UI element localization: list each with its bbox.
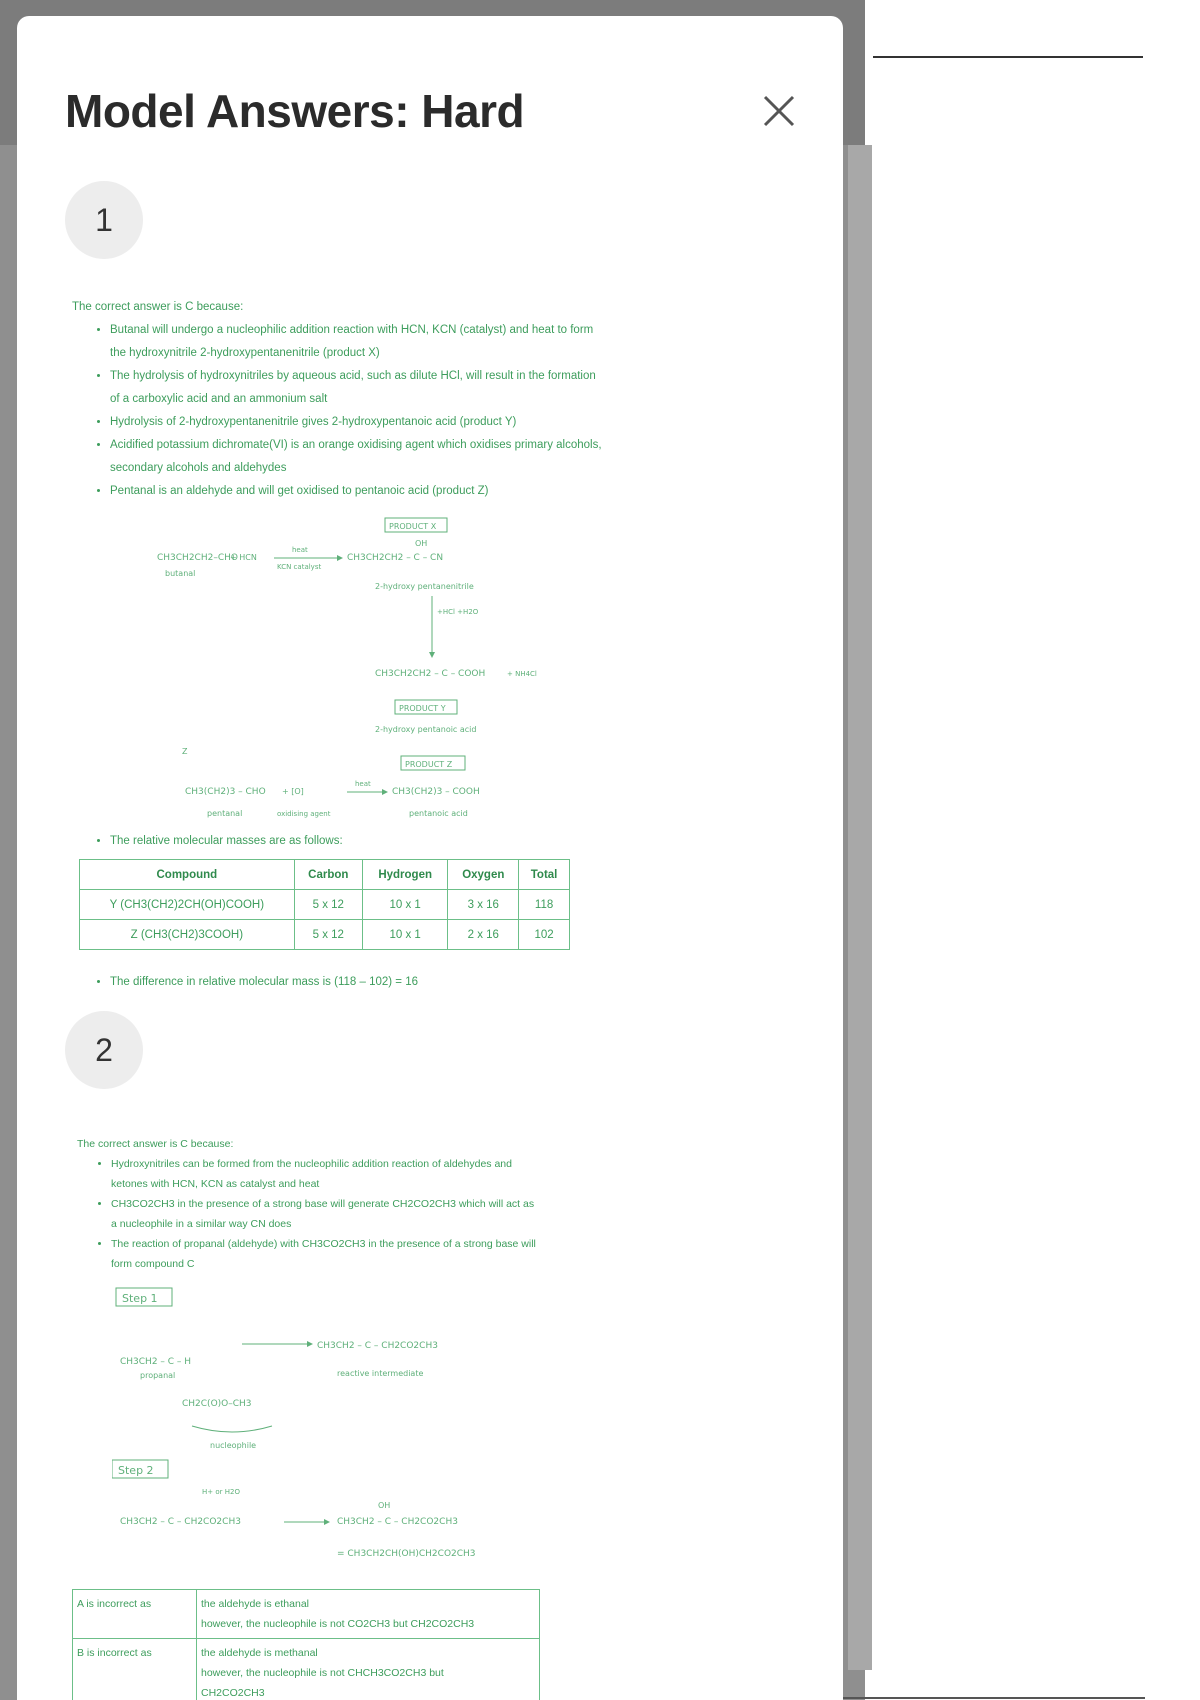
table-row (73, 1590, 540, 1639)
product-x-tag: PRODUCT X (389, 522, 437, 531)
nucleophile-label: nucleophile (210, 1441, 257, 1450)
product-y-byproduct: + NH4Cl (507, 670, 537, 678)
close-icon (762, 94, 796, 128)
option-label: A is incorrect as (73, 1590, 197, 1639)
step2-condensed: = CH3CH2CH(OH)CH2CO2CH3 (337, 1549, 476, 1559)
modal-title: Model Answers: Hard (65, 85, 525, 137)
table-cell: 10 x 1 (362, 920, 447, 950)
explanation-item: • Acidified potassium dichromate(VI) is an orange oxidising agent which oxidises primary alcohols, secondary alcohols and aldehydes (110, 434, 607, 480)
reason-line: however, the nucleophile is not CO2CH3 but CH2CO2CH3 (201, 1618, 475, 1630)
arrow-head (382, 789, 388, 795)
question-number-badge: 1 (65, 181, 143, 259)
difference-block (72, 971, 607, 994)
column-header: Oxygen (448, 860, 519, 890)
explanation-item: • Hydroxynitriles can be formed from the nucleophilic addition reaction of aldehydes and ketones with HCN, KCN as catalyst and heat (111, 1154, 542, 1194)
product-z-formula: CH3(CH2)3 – COOH (392, 787, 480, 797)
divider-line (873, 56, 1143, 58)
arrow-head (324, 1519, 330, 1525)
table-cell: 10 x 1 (362, 890, 447, 920)
explanation-item: • Hydrolysis of 2-hydroxypentanenitrile gives 2-hydroxypentanoic acid (product Y) (110, 411, 607, 434)
intermediate-label: reactive intermediate (337, 1369, 424, 1378)
product-y-tag: PRODUCT Y (399, 704, 446, 713)
propanal-formula: CH3CH2 – C – H (120, 1357, 192, 1367)
hydrolysis-reagents: +HCl +H2O (437, 608, 479, 616)
product-x-formula: CH3CH2CH2 – C – CN (347, 553, 444, 563)
reason-line: CH2CO2CH3 (201, 1687, 265, 1699)
table-cell: 102 (519, 920, 570, 950)
plus-hcn: + HCN (230, 553, 257, 562)
column-header: Hydrogen (362, 860, 447, 890)
question-number-badge: 2 (65, 1011, 143, 1089)
table-cell: 5 x 12 (294, 890, 362, 920)
step2-product: CH3CH2 – C – CH2CO2CH3 (337, 1517, 458, 1527)
step2-oh: OH (378, 1501, 391, 1510)
answer-intro: The correct answer is C because: (72, 301, 244, 313)
table-cell: Y (CH3(CH2)2CH(OH)COOH) (80, 890, 295, 920)
plus-oxygen: + [O] (282, 787, 304, 796)
scrollbar[interactable] (848, 145, 872, 1670)
product-x-oh: OH (415, 539, 428, 548)
reason-line: however, the nucleophile is not CHCH3CO2CH3 but (201, 1667, 444, 1679)
step1-label: Step 1 (122, 1292, 158, 1305)
oxidising-note: oxidising agent (277, 810, 331, 818)
close-button[interactable] (762, 94, 802, 134)
table-row (73, 1639, 540, 1700)
relative-mass-table (79, 859, 570, 950)
reaction-scheme-2 (112, 1286, 552, 1576)
nucleophile-brace (192, 1426, 272, 1432)
mass-difference: • The difference in relative molecular mass is (118 – 102) = 16 (110, 971, 607, 994)
explanation-item: • Butanal will undergo a nucleophilic addition reaction with HCN, KCN (catalyst) and heat to form the hydroxynitrile 2-hydroxypentanenitrile (product X) (110, 319, 607, 365)
reason-line: the aldehyde is ethanal (201, 1598, 309, 1610)
explanation-item: • The reaction of propanal (aldehyde) with CH3CO2CH3 in the presence of a strong base will form compound C (111, 1234, 542, 1274)
intermediate-formula: CH3CH2 – C – CH2CO2CH3 (317, 1341, 438, 1351)
oxidation-heat: heat (355, 780, 371, 788)
reason-line: the aldehyde is methanal (201, 1647, 318, 1659)
condition-heat: heat (292, 546, 308, 554)
product-y-name: 2-hydroxy pentanoic acid (375, 725, 477, 734)
explanation-item: • The hydrolysis of hydroxynitriles by aqueous acid, such as dilute HCl, will result in the formation of a carboxylic acid and an ammonium salt (110, 365, 607, 411)
product-x-name: 2-hydroxy pentanenitrile (375, 582, 474, 591)
arrow-head (337, 555, 343, 561)
explanation-list (72, 319, 607, 503)
table-row (80, 890, 570, 920)
option-reason (197, 1639, 540, 1700)
table-cell: 118 (519, 890, 570, 920)
explanation-item: • CH3CO2CH3 in the presence of a strong base will generate CH2CO2CH3 which will act as a nucleophile in a similar way CN does (111, 1194, 542, 1234)
product-z-name: pentanoic acid (409, 809, 468, 818)
nucleophile-formula: CH2C(O)O–CH3 (182, 1399, 252, 1409)
table-header-row (80, 860, 570, 890)
reaction-scheme-1 (147, 504, 567, 829)
column-header: Total (519, 860, 570, 890)
table-cell: 5 x 12 (294, 920, 362, 950)
arrow-head (429, 652, 435, 658)
option-reason (197, 1590, 540, 1639)
butanal-name: butanal (165, 569, 196, 578)
answer-explanation-2 (77, 1134, 542, 1274)
product-z-tag: PRODUCT Z (405, 760, 453, 769)
step2-label: Step 2 (118, 1464, 154, 1477)
z-label: Z (182, 747, 188, 756)
answer-explanation-1 (72, 296, 607, 503)
answer-intro: The correct answer is C because: (77, 1138, 234, 1150)
column-header: Compound (80, 860, 295, 890)
rmm-intro: • The relative molecular masses are as follows: (110, 830, 607, 853)
explanation-item: • Pentanal is an aldehyde and will get oxidised to pentanoic acid (product Z) (110, 480, 607, 503)
table-cell: 3 x 16 (448, 890, 519, 920)
incorrect-options-table (72, 1589, 540, 1700)
column-header: Carbon (294, 860, 362, 890)
butanal-formula: CH3CH2CH2–CHO (157, 553, 238, 563)
condition-kcn: KCN catalyst (277, 563, 322, 571)
explanation-list (77, 1154, 542, 1274)
proton-source: H+ or H2O (202, 1488, 240, 1496)
arrow-head (307, 1341, 313, 1347)
rmm-intro-block (72, 830, 607, 853)
table-row (80, 920, 570, 950)
table-cell: 2 x 16 (448, 920, 519, 950)
step2-reactant: CH3CH2 – C – CH2CO2CH3 (120, 1517, 241, 1527)
pentanal-formula: CH3(CH2)3 – CHO (185, 787, 266, 797)
pentanal-name: pentanal (207, 809, 243, 818)
table-cell: Z (CH3(CH2)3COOH) (80, 920, 295, 950)
option-label: B is incorrect as (73, 1639, 197, 1700)
propanal-name: propanal (140, 1371, 176, 1380)
model-answers-modal (17, 16, 843, 1700)
product-y-formula: CH3CH2CH2 – C – COOH (375, 669, 486, 679)
